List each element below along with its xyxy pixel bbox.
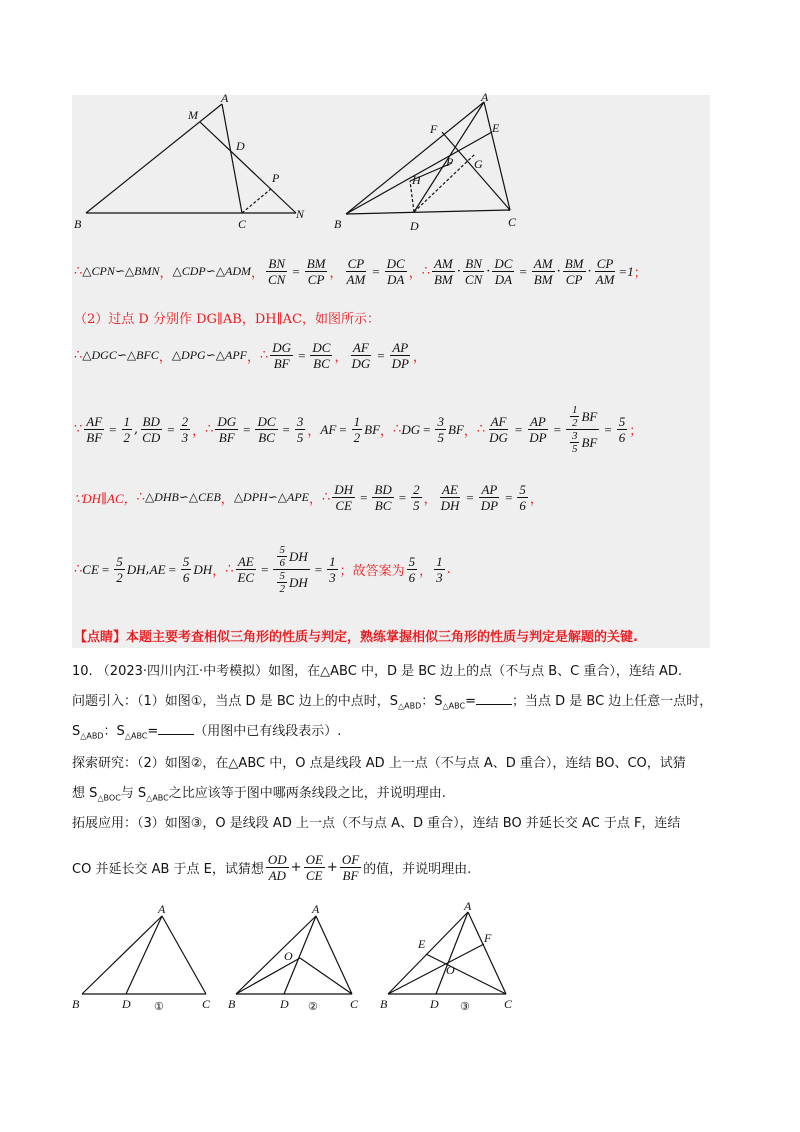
nested-frac: 5 6 DH 5 2 DH: [273, 544, 309, 595]
answer-blank-2[interactable]: [158, 722, 194, 735]
similar-4: △DPG∽△APF: [171, 348, 247, 362]
solution-line-2: （2）过点 D 分别作 DG∥AB，DH∥AC，如图所示：: [74, 312, 380, 327]
label-D: D: [122, 997, 131, 1011]
figure-number-2: ②: [308, 1001, 318, 1013]
q10-line-3: $S_{\triangle ABD}$：$S_{\triangle ABC}=$ （用图中已有线段表示）.: [72, 724, 342, 741]
label-H2: H: [412, 173, 421, 187]
solution-line-3: ∴ △DGC∽△BFC ， △DPG∽△APF ， ∴ $\frac{DG}{BF}$ = $\frac{DC}{BC}$ ， $\frac{AF}{DG}$ = $\frac{AP}{DP}$ ，: [74, 340, 426, 371]
label-A: A: [221, 92, 229, 105]
label-A: A: [464, 899, 472, 913]
frac: $\frac{BM}{CP}$: [306, 256, 326, 287]
label-C2: C: [508, 215, 517, 229]
label-D: D: [280, 997, 289, 1011]
label-A: A: [158, 902, 166, 916]
figure-3: [376, 898, 526, 1018]
label-M: M: [188, 108, 198, 122]
label-A: A: [312, 902, 320, 916]
frac: $\frac{DG}{BF}$: [272, 340, 292, 371]
q10-line-7: CO 并延长交 AB 于点 E，试猜想 OD AD + OE CE + OF BF 的值，并说明理由.: [72, 852, 472, 883]
label-D: D: [430, 997, 439, 1011]
frac: $\frac{AM}{BM}$: [533, 256, 553, 287]
figure-triangle-mdpn: [72, 92, 312, 232]
dianjing-tag: 【点睛】: [74, 630, 127, 645]
frac: $\frac{AF}{DG}$: [351, 340, 371, 371]
label-A2: A: [481, 92, 489, 104]
result: =1: [618, 263, 634, 279]
figure-2: [224, 902, 374, 1017]
solution-line-1: ∴ △CPN∽△BMN ， △CDP∽△ADM ， $\frac{BN}{CN}$ = $\frac{BM}{CP}$ ， $\frac{CP}{AM}$ = $\frac{DC}{DA}$ ， ∴ AM BM · BN CN · $\frac{DC}{DA}$ = $\frac{AM}{BM}$ · BM CP · $\frac{CP}{AM}$ =1 ；: [74, 256, 647, 287]
figure-number-1: ①: [154, 1001, 164, 1013]
frac: BM CP: [564, 256, 584, 287]
nested-frac: 1 2 BF 3 5 BF: [566, 404, 599, 455]
solution-line-6: ∴ CE = $\frac{5}{2}$ DH , AE = $\frac{5}{6}$ DH ， ∴ $\frac{AE}{EC}$ = 5 6 DH 5 2 DH = $\frac{1}{3}$ ； 故答案为 5 6 ， 1 3 .: [74, 544, 451, 595]
similar-2: △CDP∽△ADM: [172, 264, 251, 278]
q10-line-4: 探索研究：（2）如图②，在△ABC 中，O 点是线段 AD 上一点（不与点 A、D 重合），连结 BO、CO，试猜: [72, 756, 686, 771]
label-C: C: [350, 997, 359, 1011]
label-F2: F: [430, 122, 438, 136]
therefore-symbol: ∴: [74, 264, 83, 279]
q10-line-5: 想 $S_{\triangle BOC}$与 $S_{\triangle ABC}$之比应该等于图中哪两条线段之比，并说明理由.: [72, 786, 446, 803]
label-E: E: [418, 937, 426, 951]
frac: $\frac{BN}{CN}$: [268, 256, 286, 287]
q10-line-1: 10. （2023·四川内江·中考模拟）如图，在△ABC 中，D 是 BC 边上的点（不与点 B、C 重合），连结 AD.: [72, 664, 683, 679]
solution-line-5: ∵DH∥AC， ∴ △DHB∽△CEB ， △DPH∽△APE ， ∴ $\frac{DH}{CE}$ = $\frac{BD}{BC}$ = $\frac{2}{5}$ ， $\frac{AE}{DH}$ = $\frac{AP}{DP}$ = $\frac{5}{6}$ ，: [74, 482, 543, 513]
label-B: B: [228, 997, 236, 1011]
label-C: C: [202, 997, 211, 1011]
figure-number-3: ③: [460, 1001, 470, 1013]
frac: $\frac{DC}{DA}$: [494, 256, 513, 287]
label-B: B: [74, 217, 82, 231]
label-N: N: [296, 207, 305, 221]
answer-text: 故答案为: [352, 564, 405, 579]
label-E2: E: [492, 121, 500, 135]
frac: $\frac{DC}{BC}$: [312, 340, 331, 371]
frac: $\frac{CP}{AM}$: [595, 256, 615, 287]
label-F: F: [484, 931, 492, 945]
dianjing-text: 本题主要考查相似三角形的性质与判定，熟练掌握相似三角形的性质与判定是解题的关键.: [126, 630, 638, 645]
similar-1: △CPN∽△BMN: [82, 264, 160, 278]
dianjing-note: [74, 626, 638, 645]
q10-line-2: 问题引入：（1）如图①，当点 D 是 BC 边上的中点时，$S_{\triangle ABD}$：$S_{\triangle ABC}=$ ；当点 D 是 BC 边上任意一点时，: [72, 694, 713, 711]
label-O: O: [284, 949, 293, 963]
label-B: B: [72, 997, 80, 1011]
frac: $\frac{CP}{AM}$: [346, 256, 366, 287]
figure-triangle-fepg: [326, 92, 536, 232]
label-B: B: [380, 997, 388, 1011]
figure-1: [70, 902, 220, 1017]
answer-blank-1[interactable]: [476, 692, 512, 705]
frac: AM BM: [433, 256, 453, 287]
label-P2: P: [446, 155, 454, 169]
label-D2: D: [410, 219, 419, 232]
therefore-symbol: ∴: [421, 264, 430, 279]
solution-line-4: ∵ $\frac{AF}{BF}$ = $\frac{1}{2}$ , $\frac{BD}{CD}$ = $\frac{2}{3}$ ， ∴ $\frac{DG}{BF}$ = $\frac{DC}{BC}$ = $\frac{3}{5}$ ， AF = $\frac{1}{2}$ BF ， ∴ DG = $\frac{3}{5}$ BF ， ∴ $\frac{AF}{DG}$ = $\frac{AP}{DP}$ = 1 2 BF 3 5 BF = $\frac{5}{6}$ ；: [74, 404, 643, 455]
label-O: O: [446, 963, 455, 977]
label-D: D: [236, 139, 245, 153]
label-C: C: [238, 217, 247, 231]
frac: $\frac{DC}{DA}$: [386, 256, 405, 287]
label-C: C: [504, 997, 513, 1011]
frac: $\frac{AP}{DP}$: [391, 340, 409, 371]
q10-line-6: 拓展应用：（3）如图③，O 是线段 AD 上一点（不与点 A、D 重合），连结 BO 并延长交 AC 于点 F，连结: [72, 816, 681, 831]
frac: BN CN: [464, 256, 483, 287]
label-G2: G: [474, 157, 483, 171]
similar-3: △DGC∽△BFC: [82, 348, 159, 362]
label-B2: B: [334, 217, 342, 231]
label-P: P: [272, 171, 280, 185]
